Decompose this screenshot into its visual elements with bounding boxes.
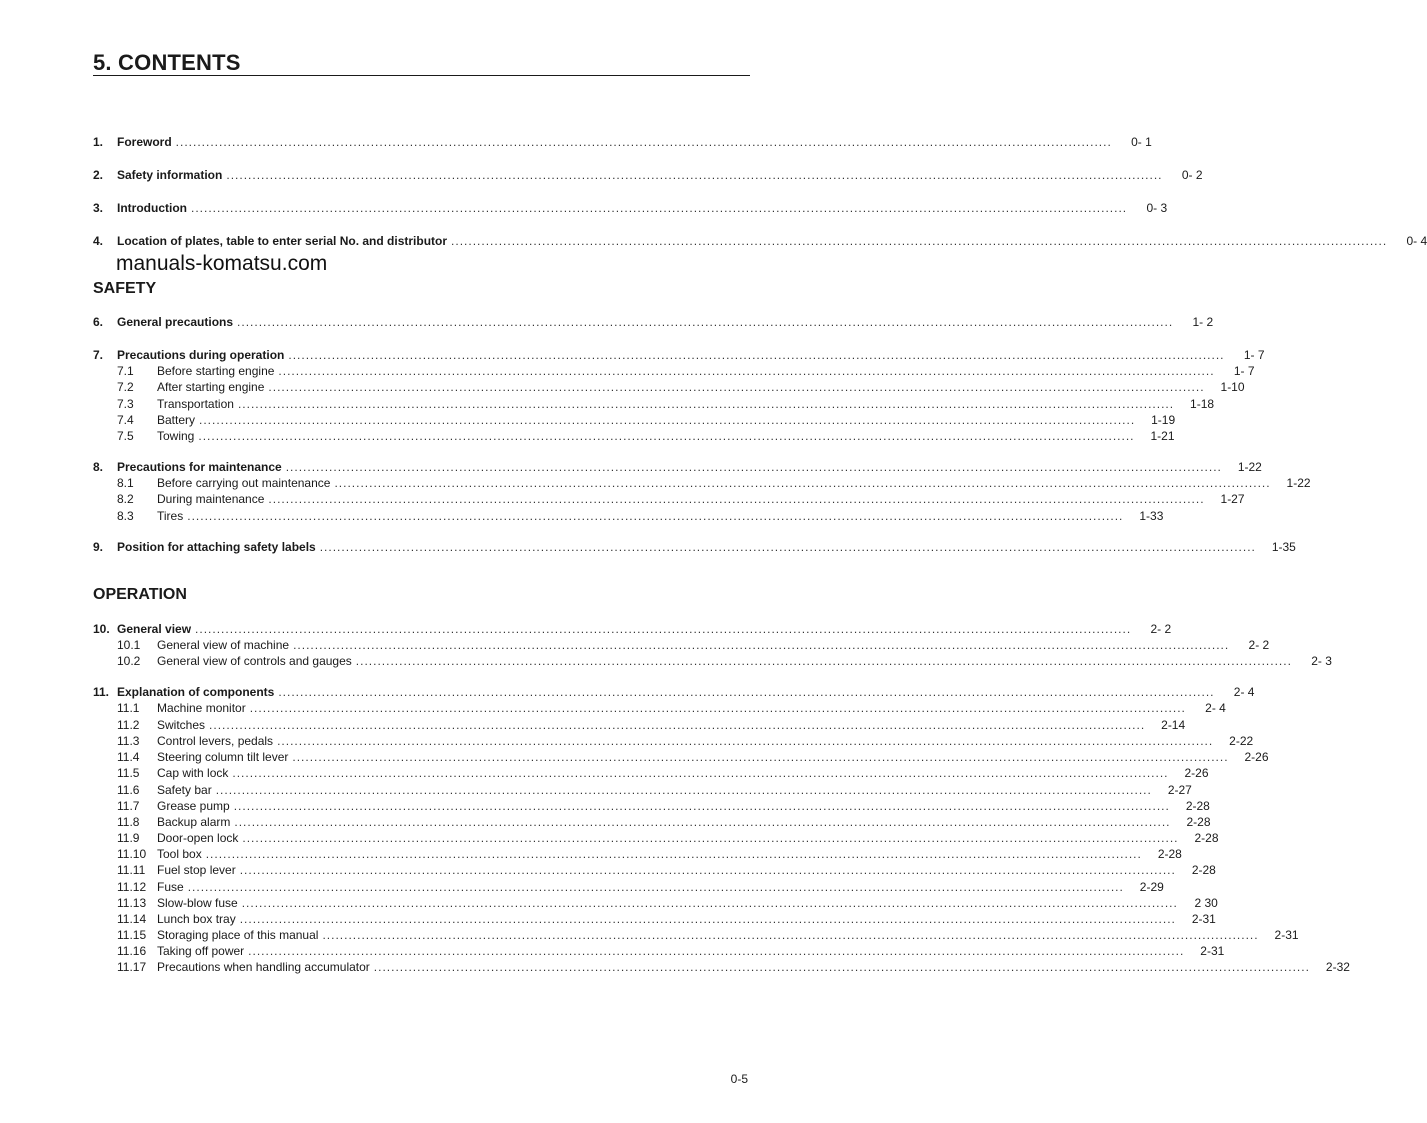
toc-subentry[interactable] (93, 798, 1210, 814)
dot-leader: ........................................................................................................................................................................................................................ (241, 896, 1178, 910)
entry-number: 8.3 (117, 509, 134, 523)
dot-leader: ........................................................................................................................................................................................................................ (268, 380, 1205, 394)
toc-subentry[interactable] (93, 749, 1269, 765)
entry-label: General view (117, 622, 192, 636)
dot-leader: ........................................................................................................................................................................................................................ (190, 201, 1128, 215)
entry-number: 10. (93, 622, 110, 636)
entry-number: 11.16 (117, 944, 147, 958)
entry-number: 11.9 (117, 831, 140, 845)
entry-page: 0- 4 (1406, 234, 1427, 248)
entry-label: Precautions during operation (117, 348, 285, 362)
entry-number: 11.6 (117, 783, 140, 797)
entry-number: 9. (93, 540, 104, 554)
entry-page: 2-26 (1184, 766, 1209, 780)
dot-leader: ........................................................................................................................................................................................................................ (198, 429, 1135, 443)
entry-number: 11.3 (117, 734, 140, 748)
entry-number: 11.12 (117, 880, 147, 894)
entry-number: 7.2 (117, 380, 134, 394)
dot-leader: ........................................................................................................................................................................................................................ (278, 685, 1215, 699)
entry-label: Explanation of components (117, 685, 275, 699)
entry-number: 7.5 (117, 429, 134, 443)
dot-leader: ........................................................................................................................................................................................................................ (292, 750, 1229, 764)
toc-entry[interactable] (93, 684, 1255, 700)
entry-label: Taking off power (157, 944, 245, 958)
dot-leader: ........................................................................................................................................................................................................................ (239, 912, 1176, 926)
entry-label: Foreword (117, 135, 172, 149)
entry-label: Before carrying out maintenance (157, 476, 331, 490)
entry-page: 1- 7 (1243, 348, 1265, 362)
dot-leader: ........................................................................................................................................................................................................................ (278, 364, 1215, 378)
entry-page: 2-31 (1274, 928, 1299, 942)
entry-label: Safety bar (157, 783, 212, 797)
entry-label: Cap with lock (157, 766, 229, 780)
dot-leader: ........................................................................................................................................................................................................................ (187, 880, 1124, 894)
entry-label: Switches (157, 718, 206, 732)
entry-page: 2-28 (1185, 799, 1210, 813)
entry-page: 2-31 (1200, 944, 1225, 958)
entry-number: 7. (93, 348, 104, 362)
entry-page: 0- 3 (1146, 201, 1168, 215)
toc-entry[interactable] (93, 347, 1265, 363)
dot-leader: ........................................................................................................................................................................................................................ (187, 509, 1124, 523)
entry-page: 2-22 (1229, 734, 1254, 748)
dot-leader: ........................................................................................................................................................................................................................ (334, 476, 1271, 490)
toc-entry[interactable] (93, 314, 1214, 330)
page-title: 5. CONTENTS (93, 50, 241, 75)
dot-leader: ........................................................................................................................................................................................................................ (319, 540, 1256, 554)
entry-label: Location of plates, table to enter serial No. and distributor (117, 234, 448, 248)
entry-page: 2- 2 (1248, 638, 1270, 652)
entry-page: 1-21 (1150, 429, 1175, 443)
entry-number: 11.4 (117, 750, 140, 764)
entry-label: Storaging place of this manual (157, 928, 319, 942)
entry-label: Steering column tilt lever (157, 750, 289, 764)
entry-page: 2-28 (1157, 847, 1182, 861)
entry-number: 11.7 (117, 799, 140, 813)
entry-label: Lunch box tray (157, 912, 236, 926)
entry-number: 11.8 (117, 815, 140, 829)
dot-leader: ........................................................................................................................................................................................................................ (199, 413, 1136, 427)
entry-label: Grease pump (157, 799, 230, 813)
entry-label: General view of machine (157, 638, 290, 652)
entry-number: 11.5 (117, 766, 140, 780)
entry-number: 2. (93, 168, 104, 182)
entry-number: 1. (93, 135, 104, 149)
entry-page: 1-18 (1190, 397, 1215, 411)
page-number: 0-5 (730, 1072, 748, 1086)
toc-subentry[interactable] (93, 782, 1192, 798)
entry-page: 1-22 (1237, 460, 1262, 474)
entry-number: 7.3 (117, 397, 134, 411)
entry-label: Towing (157, 429, 195, 443)
toc-entry-safety-information[interactable] (93, 167, 1203, 183)
entry-number: 8.1 (117, 476, 134, 490)
dot-leader: ........................................................................................................................................................................................................................ (232, 766, 1169, 780)
entry-page: 2-32 (1325, 960, 1350, 974)
entry-number: 10.2 (117, 654, 141, 668)
entry-page: 2- 3 (1311, 654, 1332, 668)
entry-number: 8. (93, 460, 104, 474)
entry-page: 0- 1 (1131, 135, 1152, 149)
toc-entry[interactable] (93, 459, 1262, 475)
entry-number: 10.1 (117, 638, 141, 652)
entry-page: 1-10 (1220, 380, 1245, 394)
toc-entry[interactable] (93, 539, 1296, 555)
dot-leader: ........................................................................................................................................................................................................................ (205, 847, 1142, 861)
title-rule (93, 75, 750, 76)
dot-leader: ........................................................................................................................................................................................................................ (248, 944, 1185, 958)
entry-number: 4. (93, 234, 104, 248)
toc-subentry[interactable] (93, 637, 1270, 653)
toc-subentry[interactable] (93, 508, 1164, 524)
entry-label: Position for attaching safety labels (117, 540, 316, 554)
toc-subentry[interactable] (93, 717, 1186, 733)
toc-subentry[interactable] (93, 959, 1350, 975)
entry-number: 11. (93, 685, 110, 699)
toc-subentry[interactable] (93, 830, 1219, 846)
entry-number: 11.15 (117, 928, 147, 942)
dot-leader: ........................................................................................................................................................................................................................ (233, 799, 1170, 813)
entry-number: 11.17 (117, 960, 147, 974)
entry-page: 2-14 (1161, 718, 1186, 732)
entry-label: Machine monitor (157, 701, 246, 715)
entry-page: 2-28 (1194, 831, 1219, 845)
dot-leader: ........................................................................................................................................................................................................................ (226, 168, 1163, 182)
entry-label: During maintenance (157, 492, 265, 506)
entry-label: Precautions when handling accumulator (157, 960, 370, 974)
toc-subentry[interactable] (93, 396, 1215, 412)
entry-page: 1-22 (1286, 476, 1311, 490)
entry-label: Fuel stop lever (157, 863, 236, 877)
toc-subentry[interactable] (93, 943, 1225, 959)
toc-subentry[interactable] (93, 765, 1209, 781)
dot-leader: ........................................................................................................................................................................................................................ (322, 928, 1259, 942)
dot-leader: ........................................................................................................................................................................................................................ (285, 460, 1222, 474)
toc-entry-location-of-plates[interactable] (93, 233, 1427, 249)
dot-leader: ........................................................................................................................................................................................................................ (234, 815, 1171, 829)
entry-page: 2-26 (1244, 750, 1269, 764)
dot-leader: ........................................................................................................................................................................................................................ (237, 397, 1175, 411)
entry-label: General view of controls and gauges (157, 654, 352, 668)
entry-label: Battery (157, 413, 196, 427)
toc-subentry[interactable] (93, 927, 1299, 943)
entry-label: Slow-blow fuse (157, 896, 238, 910)
dot-leader: ........................................................................................................................................................................................................................ (237, 315, 1174, 329)
toc-subentry[interactable] (93, 412, 1176, 428)
entry-number: 11.1 (117, 701, 140, 715)
dot-leader: ........................................................................................................................................................................................................................ (373, 960, 1310, 974)
toc-subentry[interactable] (93, 846, 1182, 862)
toc-entry-introduction[interactable] (93, 200, 1168, 216)
toc-subentry[interactable] (93, 428, 1175, 444)
entry-page: 2- 4 (1233, 685, 1255, 699)
entry-label: Door-open lock (157, 831, 239, 845)
entry-label: Backup alarm (157, 815, 231, 829)
dot-leader: ........................................................................................................................................................................................................................ (355, 654, 1292, 668)
entry-number: 8.2 (117, 492, 134, 506)
toc-subentry[interactable] (93, 814, 1211, 830)
dot-leader: ........................................................................................................................................................................................................................ (195, 622, 1132, 636)
entry-label: Precautions for maintenance (117, 460, 282, 474)
toc-subentry[interactable] (93, 733, 1254, 749)
toc-subentry[interactable] (93, 862, 1216, 878)
dot-leader: ........................................................................................................................................................................................................................ (277, 734, 1214, 748)
entry-page: 2 30 (1194, 896, 1218, 910)
entry-page: 1- 7 (1233, 364, 1255, 378)
dot-leader: ........................................................................................................................................................................................................................ (209, 718, 1146, 732)
toc-subentry[interactable] (93, 911, 1216, 927)
entry-number: 11.13 (117, 896, 147, 910)
toc-subentry[interactable] (93, 363, 1255, 379)
entry-page: 1-27 (1220, 492, 1245, 506)
section-heading-operation: OPERATION (93, 586, 187, 603)
entry-number: 11.10 (117, 847, 147, 861)
entry-page: 2- 4 (1205, 701, 1226, 715)
toc-subentry[interactable] (93, 895, 1218, 911)
entry-page: 1-19 (1151, 413, 1176, 427)
toc-subentry[interactable] (93, 491, 1245, 507)
entry-label: Fuse (157, 880, 184, 894)
entry-number: 7.1 (117, 364, 134, 378)
dot-leader: ........................................................................................................................................................................................................................ (215, 783, 1152, 797)
entry-page: 2-27 (1167, 783, 1192, 797)
entry-page: 1- 2 (1192, 315, 1214, 329)
entry-page: 2- 2 (1150, 622, 1172, 636)
toc-entry-foreword[interactable] (93, 134, 1152, 150)
toc-entry[interactable] (93, 621, 1172, 637)
toc-subentry[interactable] (93, 879, 1164, 895)
entry-page: 2-29 (1139, 880, 1164, 894)
dot-leader: ........................................................................................................................................................................................................................ (293, 638, 1230, 652)
entry-label: Tool box (157, 847, 202, 861)
entry-number: 7.4 (117, 413, 134, 427)
entry-number: 11.11 (117, 863, 146, 877)
watermark: manuals-komatsu.com (116, 252, 328, 275)
entry-page: 2-28 (1191, 863, 1216, 877)
entry-page: 2-28 (1186, 815, 1211, 829)
dot-leader: ........................................................................................................................................................................................................................ (268, 492, 1205, 506)
section-heading-safety: SAFETY (93, 280, 157, 297)
toc-subentry[interactable] (93, 475, 1311, 491)
dot-leader: ........................................................................................................................................................................................................................ (249, 701, 1186, 715)
dot-leader: ........................................................................................................................................................................................................................ (451, 234, 1388, 248)
entry-label: Safety information (117, 168, 223, 182)
entry-label: Before starting engine (157, 364, 275, 378)
entry-number: 11.2 (117, 718, 140, 732)
dot-leader: ........................................................................................................................................................................................................................ (288, 348, 1225, 362)
toc-subentry[interactable] (93, 653, 1332, 669)
entry-label: Transportation (157, 397, 234, 411)
toc-subentry[interactable] (93, 379, 1245, 395)
dot-leader: ........................................................................................................................................................................................................................ (239, 863, 1176, 877)
entry-number: 6. (93, 315, 104, 329)
entry-label: Tires (157, 509, 184, 523)
entry-label: Control levers, pedals (157, 734, 274, 748)
toc-subentry[interactable] (93, 700, 1226, 716)
entry-number: 11.14 (117, 912, 147, 926)
entry-label: General precautions (117, 315, 234, 329)
entry-label: After starting engine (157, 380, 265, 394)
dot-leader: ........................................................................................................................................................................................................................ (175, 135, 1112, 149)
entry-number: 3. (93, 201, 104, 215)
entry-page: 2-31 (1191, 912, 1216, 926)
dot-leader: ........................................................................................................................................................................................................................ (242, 831, 1179, 845)
entry-page: 1-33 (1139, 509, 1164, 523)
entry-label: Introduction (117, 201, 187, 215)
entry-page: 1-35 (1271, 540, 1296, 554)
entry-page: 0- 2 (1181, 168, 1203, 182)
